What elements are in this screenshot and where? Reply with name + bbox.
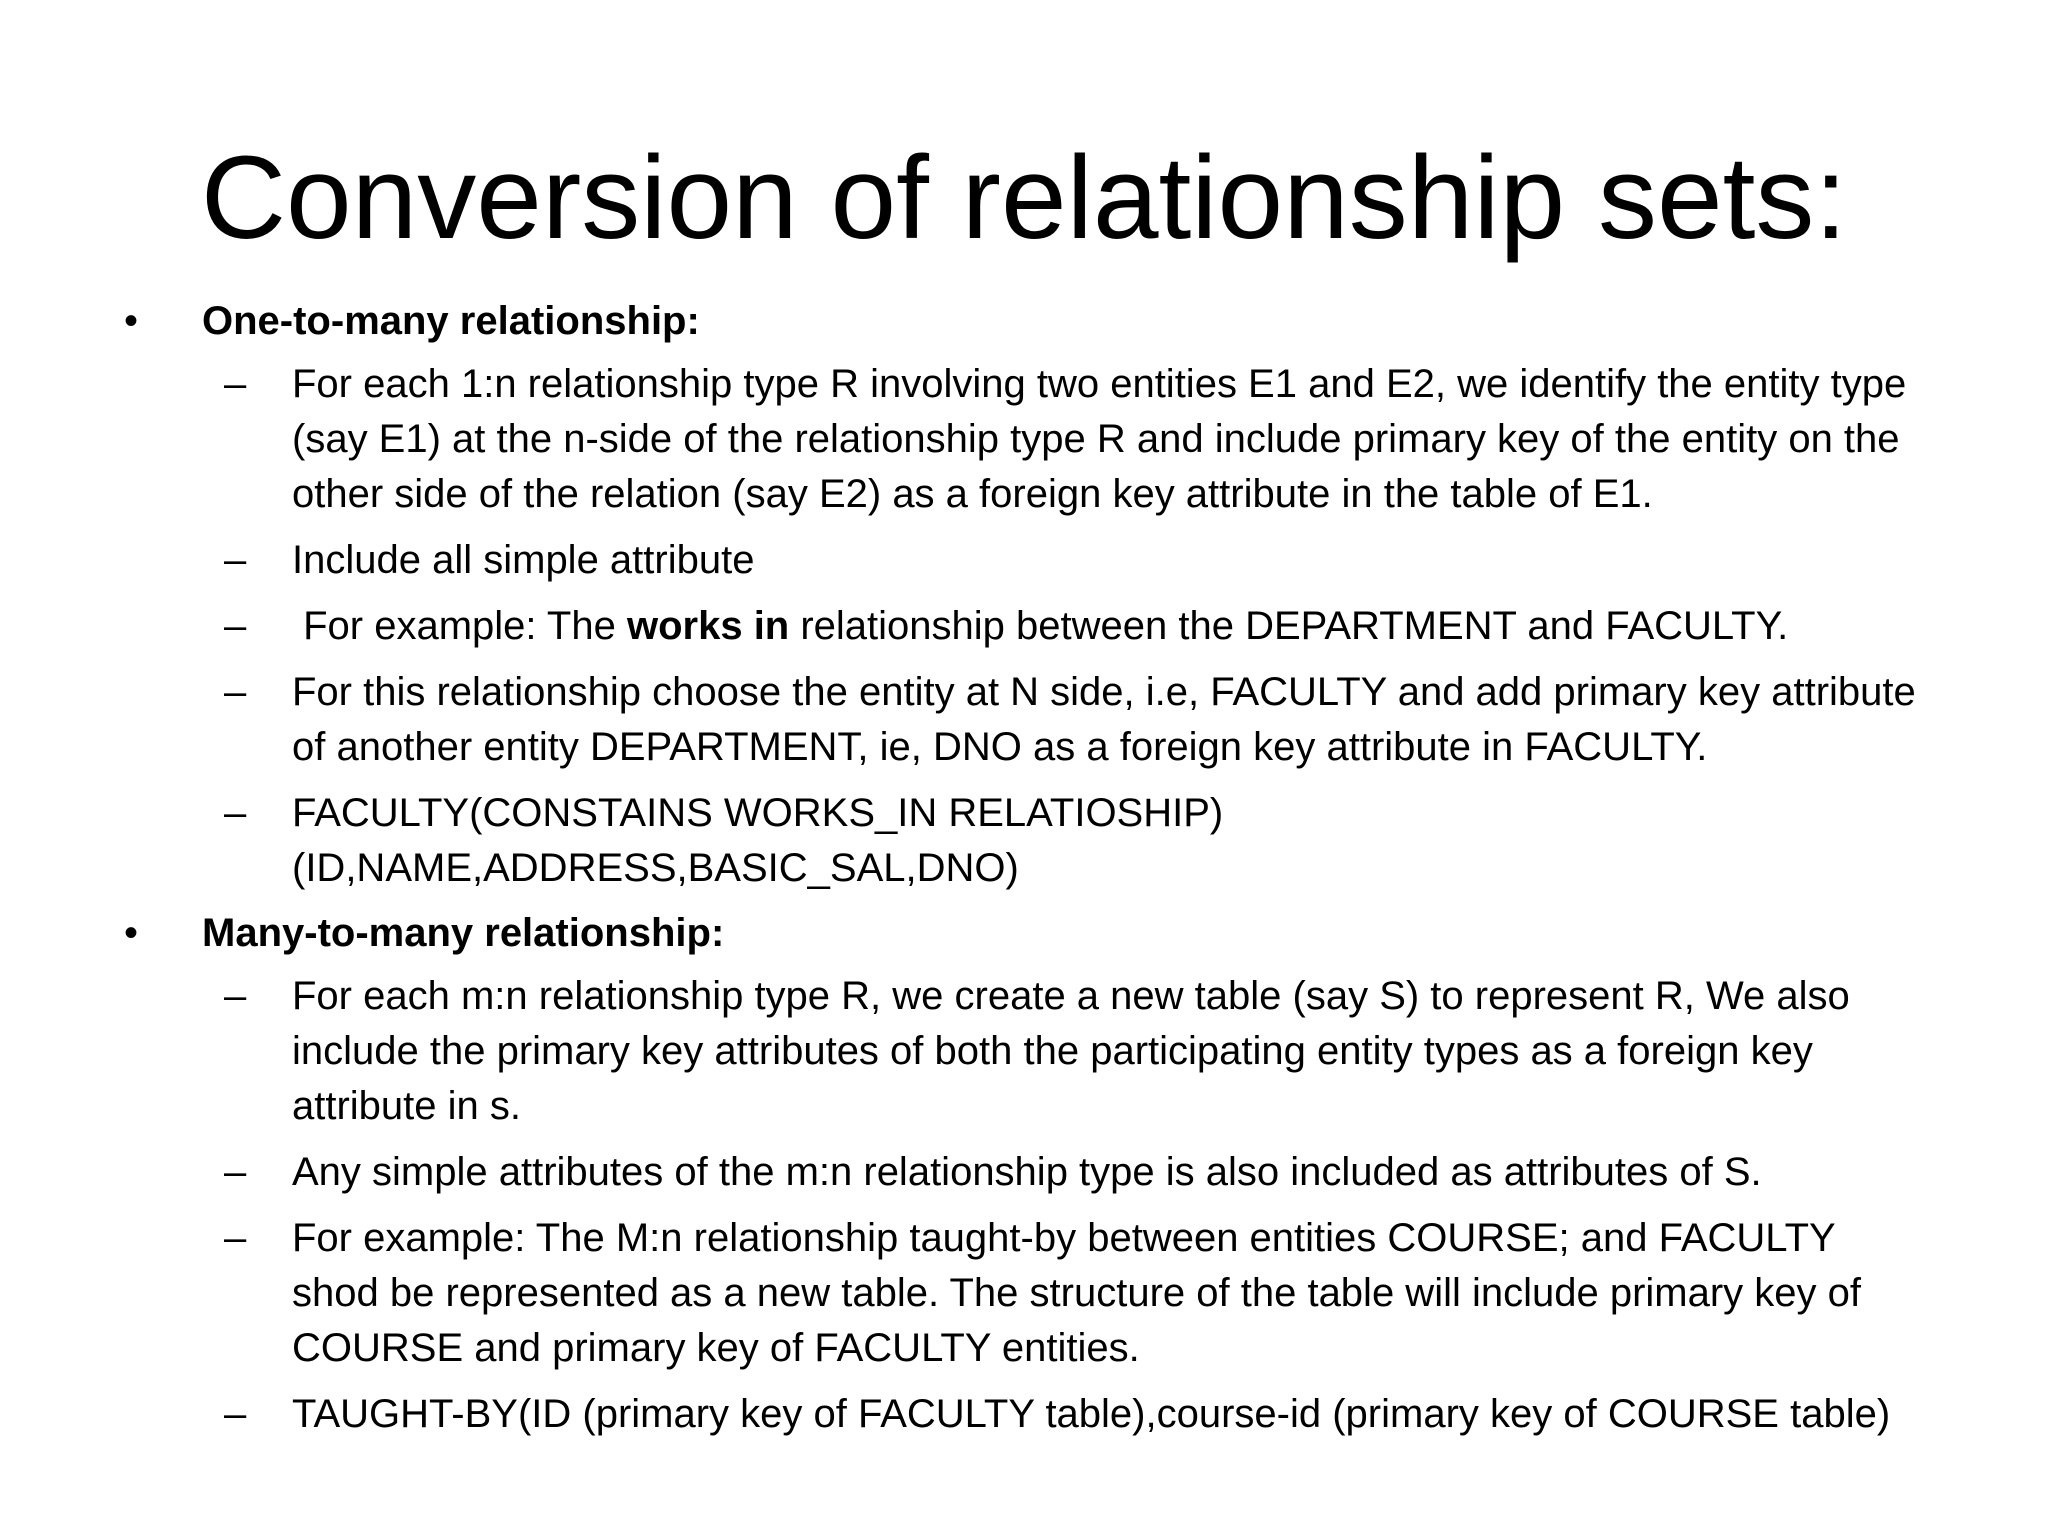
slide-body (0, 290, 2048, 1442)
list-item (0, 665, 1920, 775)
bullet-marker: • (124, 299, 139, 343)
section-heading-text: One-to-many relationship: (202, 299, 700, 343)
list-item (0, 786, 1920, 896)
list-item-text: For this relationship choose the entity at N side, i.e, FACULTY and add primary key attribute of another entity DEPARTMENT, ie, DNO as a foreign key attribute in FACULTY. (292, 670, 1916, 769)
list-item (0, 1211, 1920, 1376)
list-item-text: For each m:n relationship type R, we create a new table (say S) to represent R, We also include the primary key attributes of both the participating entity types as a foreign key attribute in s. (292, 974, 1850, 1128)
dash-marker: – (224, 604, 247, 648)
section-heading-one-to-many (0, 294, 1902, 348)
list-item (0, 1145, 1920, 1200)
dash-marker: – (224, 1216, 247, 1260)
dash-marker: – (224, 974, 247, 1018)
dash-marker: – (224, 362, 247, 406)
list-item-text: relationship between the DEPARTMENT and FACULTY. (789, 604, 1789, 648)
list-item (0, 599, 1920, 654)
section-heading-many-to-many (0, 906, 1902, 960)
list-item (0, 357, 1920, 522)
list-item-text: For example: The M:n relationship taught-by between entities COURSE; and FACULTY shod be represented as a new table. The structure of the table will include primary key of COURSE and primary key of FACULTY entities. (292, 1216, 1862, 1370)
list-item (0, 969, 1920, 1134)
slide-title: Conversion of relationship sets: (200, 132, 1848, 264)
dash-marker: – (224, 791, 247, 835)
list-item-text: For example: The (292, 604, 627, 648)
list-item (0, 1387, 1920, 1442)
list-item-text: FACULTY(CONSTAINS WORKS_IN RELATIOSHIP) (ID,NAME,ADDRESS,BASIC_SAL,DNO) (292, 791, 1224, 890)
list-item-text: Any simple attributes of the m:n relationship type is also included as attributes of S. (292, 1150, 1762, 1194)
bullet-marker: • (124, 911, 139, 955)
list-item-text: For each 1:n relationship type R involving two entities E1 and E2, we identify the entity type (say E1) at the n-side of the relationship type R and include primary key of the entity on the other side of the relation (say E2) as a foreign key attribute in the table of E1. (292, 362, 1907, 516)
section-heading-text: Many-to-many relationship: (202, 911, 725, 955)
list-item-text: Include all simple attribute (292, 538, 755, 582)
dash-marker: – (224, 670, 247, 714)
list-item-text: TAUGHT-BY(ID (primary key of FACULTY table),course-id (primary key of COURSE table) (292, 1392, 1891, 1436)
dash-marker: – (224, 538, 247, 582)
list-item (0, 533, 1920, 588)
emphasis-text: works in (626, 604, 790, 648)
dash-marker: – (224, 1150, 247, 1194)
dash-marker: – (224, 1392, 247, 1436)
